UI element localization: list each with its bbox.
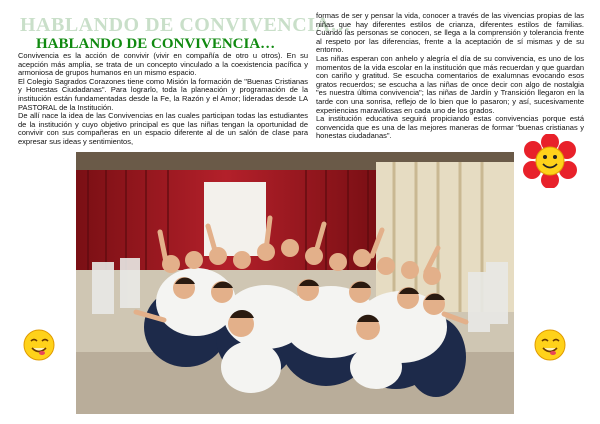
right-text-column xyxy=(316,12,584,141)
paragraph-definition: Convivencia es la acción de convivir (vivir en compañía de otro u otros). En su acepción más amplia, se trata de un concepto vinculado a la coexistencia pacífica y armoniosa de grupos humanos en un mismo espacio. xyxy=(18,51,308,78)
paragraph-conclusion: La institución educativa seguirá propiciando estas convivencias porque está convencida que es una de las mejores maneras de formar "buenas cristianas y honestas ciudadanas". xyxy=(316,114,584,141)
page-title: HABLANDO DE CONVIVENCIA… xyxy=(36,36,276,52)
paragraph-convivencias: De allí nace la idea de las Convivencias en las cuales participan todas las estudiantes de la institución y cuyo objetivo principal es que las niñas tengan la oportunidad de convivir con sus compañeras en un espacio diferente al de un salón de clase para expresar sus ideas y sentimientos, xyxy=(18,111,308,146)
paragraph-memories: Las niñas esperan con anhelo y alegría el día de su convivencia, es uno de los momentos de la vida escolar en la institución que más recuerdan y que guardan con cariño y gratitud. Se escucha comentarios de exalumnas evocando esos gratos recuerdos; se escucha a las niñas de once decir con algo de nostalgia "es nuestra última convivencia"; las niñas de Jardín y Transición llegaron en la tarde con una sonrisa, reflejo de lo bien que lo pasaron; y así, sucesivamente experiencias maravillosas en cada uno de los grados. xyxy=(316,53,584,115)
group-photo-illustration xyxy=(76,152,514,414)
group-photo xyxy=(76,152,514,414)
ghost-title: HABLANDO DE CONVIVENCIA… xyxy=(20,14,351,36)
winking-smiley-left-icon xyxy=(22,328,56,362)
winking-smiley-right-icon xyxy=(533,328,567,362)
paragraph-mission: El Colegio Sagrados Corazones tiene como Misión la formación de "Buenas Cristianas y Honestas Ciudadanas". Para lograrlo, toda la planeación y programación de la institución están fundamentadas desde la Fe, la Razón y el Amor; lideradas desde LA PASTORAL de la Institución. xyxy=(18,76,308,112)
paragraph-diversity: formas de ser y pensar la vida, conocer a través de las vivencias propias de las niñas que hay diferentes estilos de crianza, diferentes estilos de familias. Cuando las personas se conocen, se llega a la comprensión y tolerancia frente al respeto por las diferencias, frente a la aceptación de sí mismas y de su entorno. xyxy=(316,11,584,55)
smiley-flower-icon xyxy=(522,134,578,188)
left-text-column xyxy=(18,52,308,147)
